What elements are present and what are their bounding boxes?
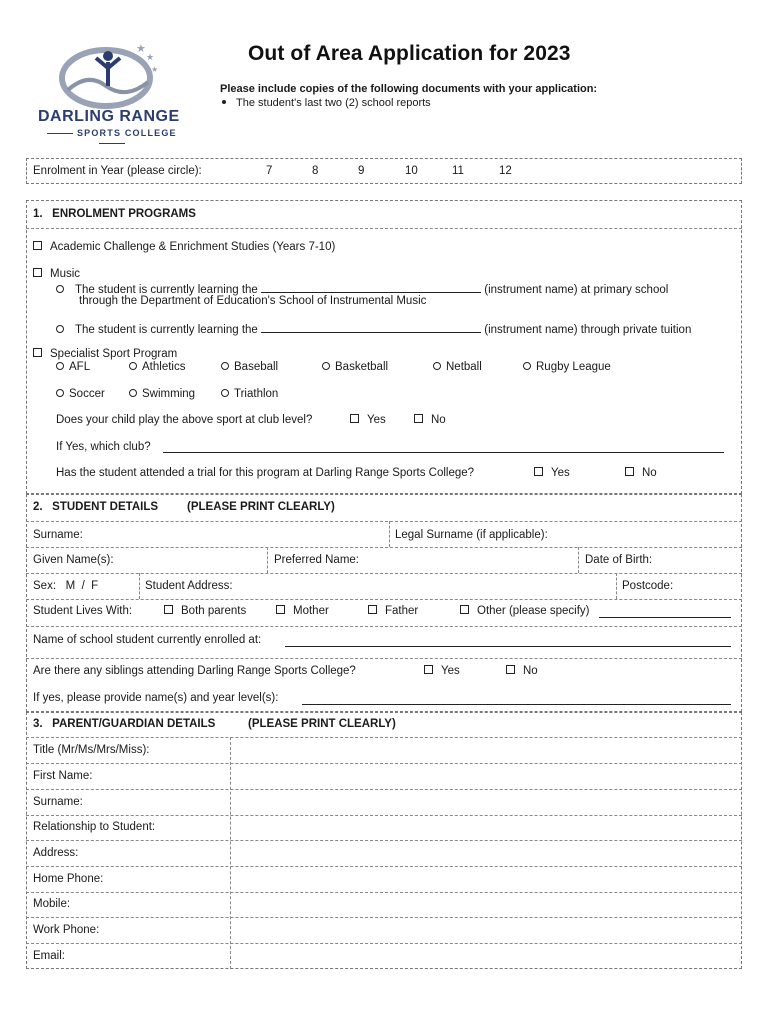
trial-question: Has the student attended a trial for this program at Darling Range Sports College?	[56, 467, 475, 479]
enrolment-year-label: Enrolment in Year (please circle):	[33, 165, 202, 177]
radio-icon[interactable]	[221, 389, 229, 397]
checkbox-icon[interactable]	[414, 414, 423, 423]
music-option[interactable]	[33, 268, 80, 280]
section-2-print-note: (PLEASE PRINT CLEARLY)	[187, 501, 335, 513]
siblings-no-option[interactable]	[506, 665, 538, 677]
parent-work-phone-label: Work Phone:	[33, 924, 100, 936]
preferred-name-label: Preferred Name:	[274, 554, 360, 566]
section-1-heading: 1. ENROLMENT PROGRAMS	[33, 208, 196, 220]
instrument-private-input[interactable]	[261, 321, 481, 333]
radio-icon[interactable]	[56, 325, 64, 333]
postcode-label: Postcode:	[622, 580, 674, 592]
checkbox-icon[interactable]	[164, 605, 173, 614]
current-school-label: Name of school student currently enrolled at:	[33, 634, 262, 646]
instrument-primary-input[interactable]	[261, 281, 481, 293]
sport-basketball-label: Basketball	[335, 361, 389, 373]
svg-text:★: ★	[136, 43, 146, 55]
sport-baseball[interactable]	[221, 361, 278, 373]
music-primary-option[interactable]	[56, 281, 668, 296]
checkbox-icon[interactable]	[33, 268, 42, 277]
logo-subtitle	[38, 128, 186, 148]
radio-icon[interactable]	[56, 285, 64, 293]
checkbox-icon[interactable]	[350, 414, 359, 423]
sport-soccer[interactable]	[56, 388, 105, 400]
sport-swimming-label: Swimming	[142, 388, 196, 400]
radio-icon[interactable]	[56, 389, 64, 397]
checkbox-icon[interactable]	[424, 665, 433, 674]
academic-label: Academic Challenge & Enrichment Studies (Years 7-10)	[50, 241, 336, 253]
sport-triathlon-label: Triathlon	[234, 388, 279, 400]
trial-yes-option[interactable]	[534, 467, 570, 479]
section-2-heading: 2. STUDENT DETAILS	[33, 501, 159, 513]
music-primary-text-c: through the Department of Education's School of Instrumental Music	[79, 295, 427, 307]
parent-relationship-label: Relationship to Student:	[33, 821, 156, 833]
lives-mother[interactable]	[276, 605, 329, 617]
logo-emblem-icon	[38, 42, 188, 112]
parent-title-label: Title (Mr/Ms/Mrs/Miss):	[33, 744, 150, 756]
sport-baseball-label: Baseball	[234, 361, 279, 373]
checkbox-icon[interactable]	[33, 348, 42, 357]
siblings-no-label: No	[523, 665, 538, 677]
svg-text:★: ★	[151, 65, 159, 74]
music-private-option[interactable]	[56, 321, 691, 336]
intro-heading: Please include copies of the following documents with your application:	[220, 83, 598, 95]
sport-rugby-league[interactable]	[523, 361, 611, 373]
radio-icon[interactable]	[523, 362, 531, 370]
siblings-yes-option[interactable]	[424, 665, 460, 677]
trial-no-label: No	[642, 467, 657, 479]
lives-father[interactable]	[368, 605, 418, 617]
lives-both-parents[interactable]	[164, 605, 246, 617]
sport-athletics-label: Athletics	[142, 361, 186, 373]
intro-bullet	[220, 97, 431, 109]
student-details-section	[26, 494, 742, 712]
which-club-input[interactable]	[163, 452, 724, 453]
sport-afl[interactable]	[56, 361, 90, 373]
sport-swimming[interactable]	[129, 388, 195, 400]
lives-other-label: Other (please specify)	[477, 605, 590, 617]
siblings-names-label: If yes, please provide name(s) and year level(s):	[33, 692, 279, 704]
college-logo	[38, 42, 188, 142]
radio-icon[interactable]	[322, 362, 330, 370]
logo-name: DARLING RANGE	[38, 108, 180, 125]
club-no-option[interactable]	[414, 414, 446, 426]
sport-label: Specialist Sport Program	[50, 348, 178, 360]
siblings-yes-label: Yes	[441, 665, 460, 677]
checkbox-icon[interactable]	[506, 665, 515, 674]
legal-surname-label: Legal Surname (if applicable):	[395, 529, 548, 541]
music-private-text-b: (instrument name) through private tuition	[484, 324, 692, 336]
club-yes-option[interactable]	[350, 414, 386, 426]
siblings-question: Are there any siblings attending Darling Range Sports College?	[33, 665, 356, 677]
year-option-8[interactable]: 8	[312, 165, 319, 177]
sport-netball-label: Netball	[446, 361, 482, 373]
siblings-names-input[interactable]	[302, 704, 731, 705]
radio-icon[interactable]	[129, 362, 137, 370]
section-3-heading: 3. PARENT/GUARDIAN DETAILS	[33, 718, 216, 730]
academic-option[interactable]	[33, 241, 335, 253]
current-school-input[interactable]	[285, 646, 731, 647]
year-option-10[interactable]: 10	[405, 165, 418, 177]
checkbox-icon[interactable]	[276, 605, 285, 614]
parent-email-label: Email:	[33, 950, 65, 962]
dob-label: Date of Birth:	[585, 554, 653, 566]
parent-surname-label: Surname:	[33, 796, 83, 808]
surname-label: Surname:	[33, 529, 83, 541]
radio-icon[interactable]	[56, 362, 64, 370]
lives-other-input[interactable]	[599, 617, 731, 618]
club-yes-label: Yes	[367, 414, 386, 426]
sport-afl-label: AFL	[69, 361, 91, 373]
parent-home-phone-label: Home Phone:	[33, 873, 104, 885]
parent-address-label: Address:	[33, 847, 79, 859]
sex-label: Sex: M / F	[33, 580, 99, 592]
which-club-label: If Yes, which club?	[56, 441, 151, 453]
lives-other[interactable]	[460, 605, 590, 617]
year-option-7[interactable]: 7	[266, 165, 273, 177]
checkbox-icon[interactable]	[368, 605, 377, 614]
music-private-text-a: The student is currently learning the	[75, 324, 258, 336]
svg-text:★: ★	[146, 52, 155, 62]
sport-basketball[interactable]	[322, 361, 388, 373]
year-option-9[interactable]: 9	[358, 165, 365, 177]
club-question: Does your child play the above sport at club level?	[56, 414, 313, 426]
sport-rugby-league-label: Rugby League	[536, 361, 611, 373]
trial-yes-label: Yes	[551, 467, 570, 479]
radio-icon[interactable]	[433, 362, 441, 370]
music-primary-text-b: (instrument name) at primary school	[484, 284, 669, 296]
parent-first-name-label: First Name:	[33, 770, 93, 782]
year-option-12[interactable]: 12	[499, 165, 512, 177]
checkbox-icon[interactable]	[625, 467, 634, 476]
sport-athletics[interactable]	[129, 361, 185, 373]
club-no-label: No	[431, 414, 446, 426]
lives-father-label: Father	[385, 605, 419, 617]
trial-no-option[interactable]	[625, 467, 657, 479]
lives-with-label: Student Lives With:	[33, 605, 133, 617]
checkbox-icon[interactable]	[33, 241, 42, 250]
lives-mother-label: Mother	[293, 605, 329, 617]
page-title: Out of Area Application for 2023	[248, 42, 571, 65]
parent-mobile-label: Mobile:	[33, 898, 71, 910]
student-address-label: Student Address:	[145, 580, 233, 592]
sport-soccer-label: Soccer	[69, 388, 105, 400]
sport-netball[interactable]	[433, 361, 482, 373]
radio-icon[interactable]	[129, 389, 137, 397]
intro-bullet-text: The student's last two (2) school reports	[236, 97, 431, 109]
year-option-11[interactable]: 11	[452, 165, 464, 177]
section-3-print-note: (PLEASE PRINT CLEARLY)	[248, 718, 396, 730]
logo-subtitle-text: SPORTS COLLEGE	[76, 128, 177, 138]
given-name-label: Given Name(s):	[33, 554, 114, 566]
music-label: Music	[50, 268, 81, 280]
checkbox-icon[interactable]	[460, 605, 469, 614]
radio-icon[interactable]	[221, 362, 229, 370]
music-primary-text-a: The student is currently learning the	[75, 284, 258, 296]
checkbox-icon[interactable]	[534, 467, 543, 476]
sport-option[interactable]	[33, 348, 177, 360]
sport-triathlon[interactable]	[221, 388, 278, 400]
lives-both-parents-label: Both parents	[181, 605, 247, 617]
